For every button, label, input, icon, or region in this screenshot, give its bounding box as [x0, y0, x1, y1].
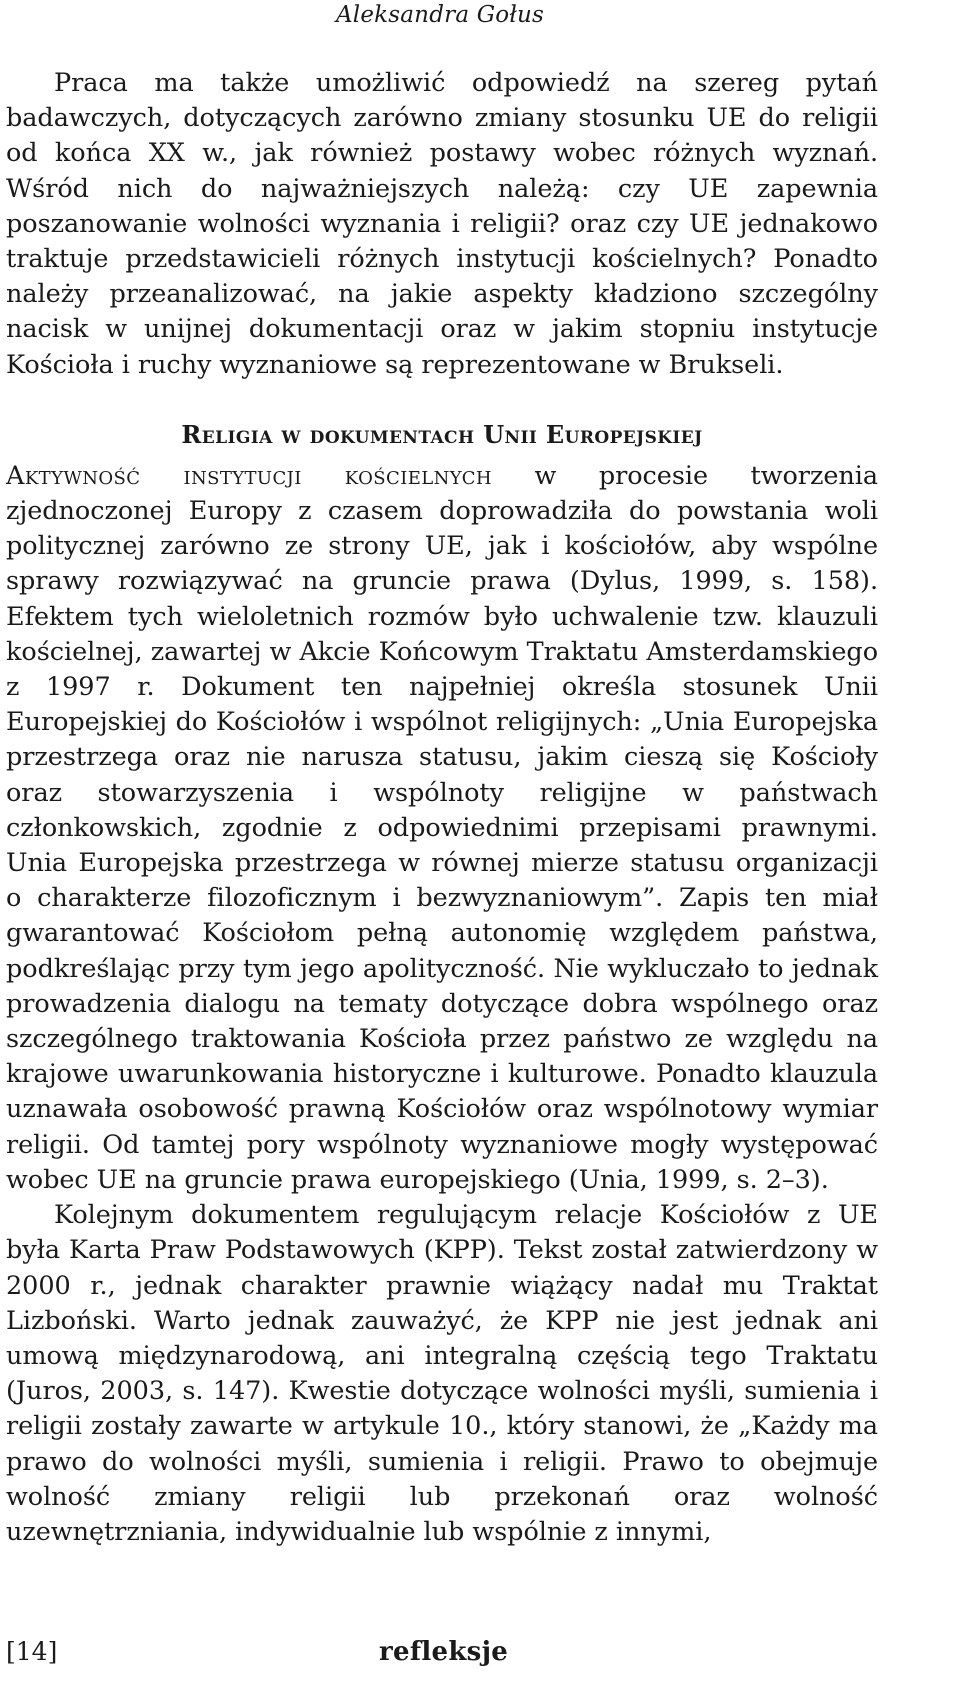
paragraph-lead-in: Aktywność instytucji kościelnych: [6, 460, 492, 491]
page-number: [14]: [6, 1637, 58, 1666]
section-paragraph-2: Kolejnym dokumentem regulującym relacje Kościołów z UE była Karta Praw Podstawowych (KPP). Tekst został zatwierdzony w 2000 r., jednak charakter prawnie wiążący nadał mu Traktat Lizboński. Warto jednak zauważyć, że KPP nie jest jednak ani umową międzynarodową, ani integralną częścią tego Traktatu (Juros, 2003, s. 147). Kwestie dotyczące wolności myśli, sumienia i religii zostały zawarte w artykule 10., który stanowi, że „Każdy ma prawo do wolności myśli, sumienia i religii. Prawo to obejmuje wolność zmiany religii lub przekonań oraz wolność uzewnętrzniania, indywidualnie lub wspólnie z innymi,: [6, 1200, 878, 1547]
body-text: [6, 66, 878, 1550]
heading-spacer: [6, 451, 878, 459]
journal-name: refleksje: [379, 1637, 509, 1667]
running-head-author: Aleksandra Gołus: [335, 2, 545, 28]
section-heading: Religia w dokumentach Unii Europejskiej: [181, 419, 703, 449]
section-paragraph-1: [6, 459, 878, 1198]
section-spacer: [6, 383, 878, 419]
paragraph-1-body: w procesie tworzenia zjednoczonej Europy z czasem doprowadziła do powstania woli politycznej zarówno ze strony UE, jak i kościołów, aby wspólne sprawy rozwiązywać na gruncie prawa (Dylus, 1999, s. 158). Efektem tych wieloletnich rozmów było uchwalenie tzw. klauzuli kościelnej, zawartej w Akcie Końcowym Traktatu Amsterdamskiego z 1997 r. Dokument ten najpełniej określa stosunek Unii Europejskiej do Kościołów i wspólnot religijnych: „Unia Europejska przestrzega oraz nie narusza statusu, jakim cieszą się Kościoły oraz stowarzyszenia i wspólnoty religijne w państwach członkowskich, zgodnie z odpowiednimi przepisami prawnymi. Unia Europejska przestrzega w równej mierze statusu organizacji o charakterze filozoficznym i bezwyznaniowym”. Zapis ten miał gwarantować Kościołom pełną autonomię względem państwa, podkreślając przy tym jego apolityczność. Nie wykluczało to jednak prowadzenia dialogu na tematy dotyczące dobra wspólnego oraz szczególnego traktowania Kościoła przez państwo ze względu na krajowe uwarunkowania historyczne i kulturowe. Ponadto klauzula uznawała osobowość prawną Kościołów oraz wspólnotowy wymiar religii. Od tamtej pory wspólnoty wyznaniowe mogły występować wobec UE na gruncie prawa europejskiego (Unia, 1999, s. 2–3).: [6, 460, 879, 1195]
intro-paragraph: Praca ma także umożliwić odpowiedź na szereg pytań badawczych, dotyczących zarówno zmiany stosunku UE do religii od końca XX w., jak również postawy wobec różnych wyznań. Wśród nich do najważniejszych należą: czy UE zapewnia poszanowanie wolności wyznania i religii? oraz czy UE jednakowo traktuje przedstawicieli różnych instytucji kościelnych? Ponadto należy przeanalizować, na jakie aspekty kładziono szczególny nacisk w unijnej dokumentacji oraz w jakim stopniu instytucje Kościoła i ruchy wyznaniowe są reprezentowane w Brukseli.: [6, 68, 878, 380]
page-footer: [6, 1634, 878, 1674]
